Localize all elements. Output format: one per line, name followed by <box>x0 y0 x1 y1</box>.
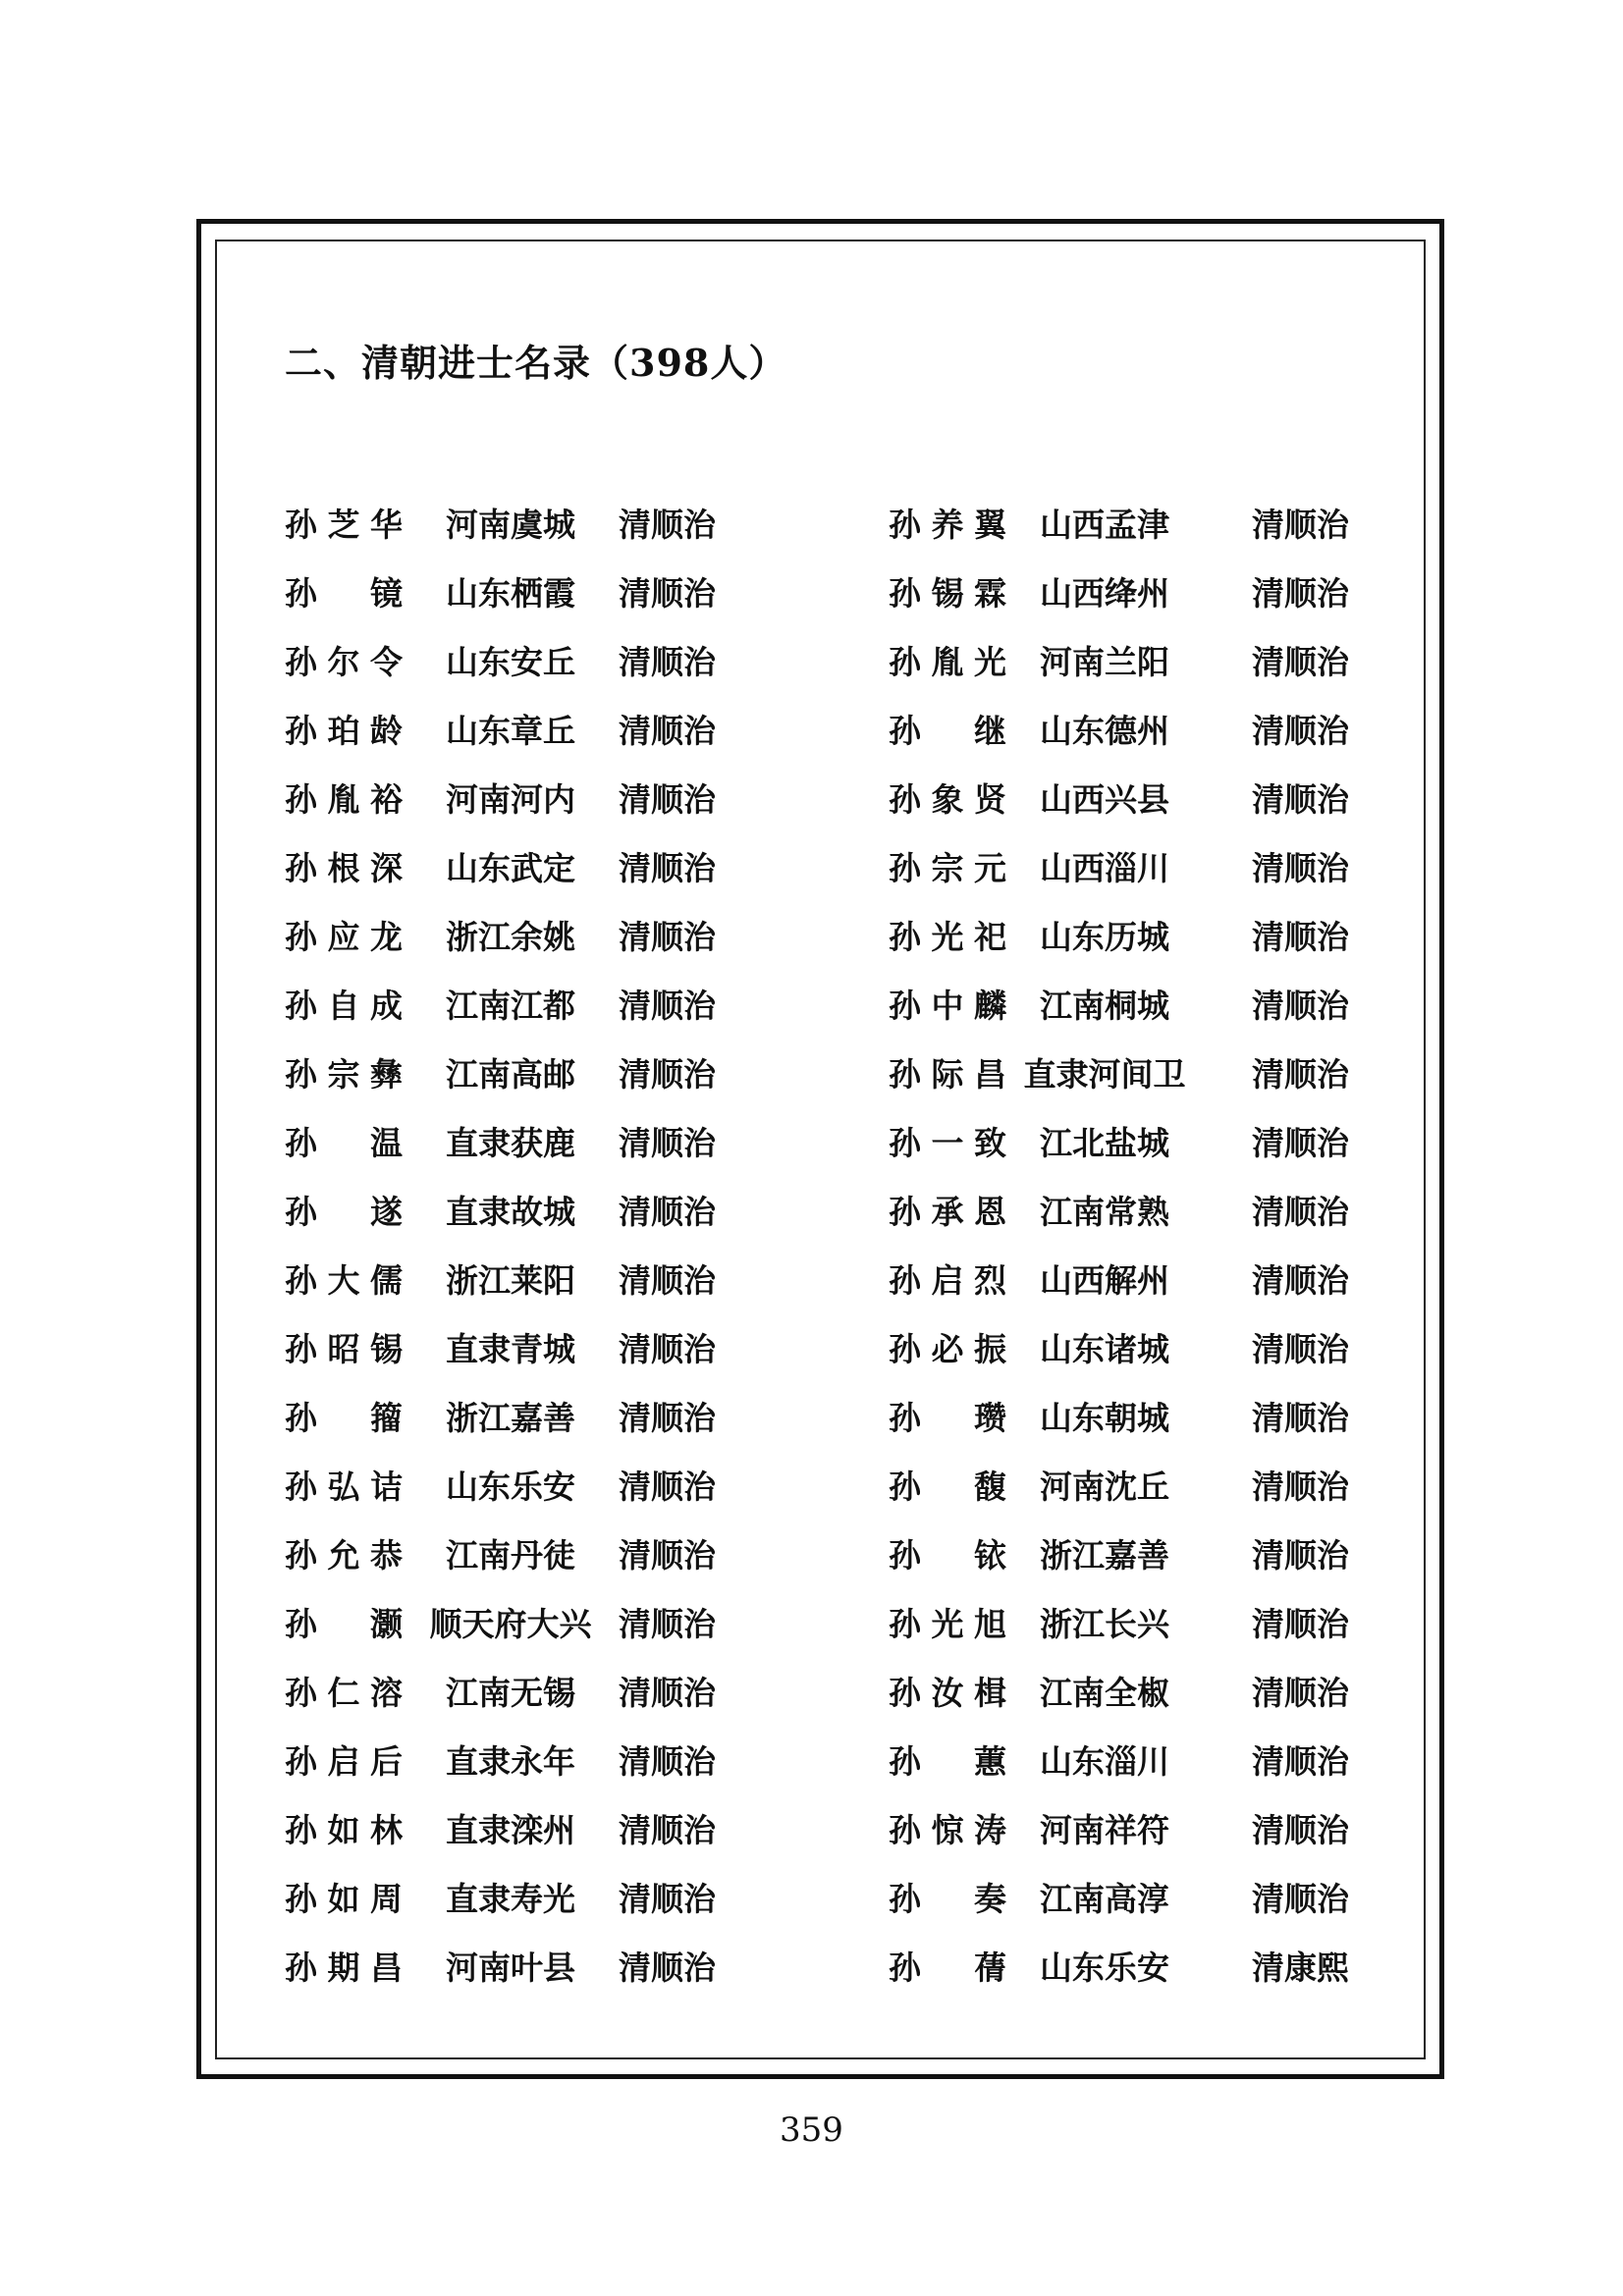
left-column-list <box>285 501 835 2012</box>
list-item <box>285 1531 835 1600</box>
list-item <box>285 1875 835 1944</box>
native-place: 河南河内 <box>446 780 575 819</box>
person-name: 孙际昌 <box>889 1055 1006 1094</box>
person-name: 孙 奏 <box>889 1880 1006 1918</box>
native-place: 山东朝城 <box>1040 1399 1169 1437</box>
list-item <box>285 1050 835 1119</box>
native-place: 山东武定 <box>446 849 575 887</box>
reign-era: 清顺治 <box>1252 1193 1349 1231</box>
reign-era: 清顺治 <box>1252 712 1349 750</box>
native-place: 山东乐安 <box>446 1468 575 1506</box>
native-place: 山西兴县 <box>1040 780 1169 819</box>
native-place: 直隶获鹿 <box>446 1124 575 1162</box>
native-place: 山东安丘 <box>446 643 575 681</box>
reign-era: 清顺治 <box>619 1399 716 1437</box>
list-item <box>889 982 1438 1050</box>
reign-era: 清顺治 <box>619 1261 716 1300</box>
list-item <box>889 1600 1438 1669</box>
person-name: 孙 继 <box>889 712 1006 750</box>
person-name: 孙 温 <box>285 1124 403 1162</box>
reign-era: 清顺治 <box>1252 1261 1349 1300</box>
person-name: 孙尔令 <box>285 643 403 681</box>
person-name: 孙光祀 <box>889 918 1006 956</box>
list-item <box>285 501 835 569</box>
reign-era: 清顺治 <box>619 1674 716 1712</box>
list-item <box>285 1944 835 2012</box>
native-place: 江北盐城 <box>1040 1124 1169 1162</box>
native-place: 山东德州 <box>1040 712 1169 750</box>
list-item <box>889 1944 1438 2012</box>
list-item <box>889 913 1438 982</box>
native-place: 直隶寿光 <box>446 1880 575 1918</box>
person-name: 孙 铱 <box>889 1536 1006 1575</box>
native-place: 河南兰阳 <box>1040 643 1169 681</box>
reign-era: 清顺治 <box>619 987 716 1025</box>
native-place: 直隶滦州 <box>446 1811 575 1849</box>
native-place: 江南丹徒 <box>446 1536 575 1575</box>
person-name: 孙承恩 <box>889 1193 1006 1231</box>
person-name: 孙胤光 <box>889 643 1006 681</box>
reign-era: 清顺治 <box>1252 1055 1349 1094</box>
person-name: 孙宗元 <box>889 849 1006 887</box>
reign-era: 清康熙 <box>1252 1949 1349 1987</box>
person-name: 孙 蒨 <box>889 1949 1006 1987</box>
native-place: 江南全椒 <box>1040 1674 1169 1712</box>
person-name: 孙如周 <box>285 1880 403 1918</box>
list-item <box>889 1119 1438 1188</box>
native-place: 河南叶县 <box>446 1949 575 1987</box>
person-name: 孙汝楫 <box>889 1674 1006 1712</box>
native-place: 山东诸城 <box>1040 1330 1169 1368</box>
list-item <box>285 1256 835 1325</box>
list-item <box>285 1463 835 1531</box>
person-name: 孙如林 <box>285 1811 403 1849</box>
person-name: 孙中麟 <box>889 987 1006 1025</box>
list-item <box>889 1669 1438 1737</box>
list-item <box>889 1806 1438 1875</box>
native-place: 江南常熟 <box>1040 1193 1169 1231</box>
list-item <box>889 1463 1438 1531</box>
native-place: 山东章丘 <box>446 712 575 750</box>
list-item <box>889 501 1438 569</box>
person-name: 孙光旭 <box>889 1605 1006 1643</box>
list-item <box>889 569 1438 638</box>
list-item <box>889 1394 1438 1463</box>
list-item <box>285 1600 835 1669</box>
native-place: 山东栖霞 <box>446 574 575 613</box>
person-name: 孙宗彝 <box>285 1055 403 1094</box>
person-name: 孙 瓒 <box>889 1399 1006 1437</box>
person-name: 孙惊涛 <box>889 1811 1006 1849</box>
reign-era: 清顺治 <box>1252 1742 1349 1781</box>
person-name: 孙 遂 <box>285 1193 403 1231</box>
reign-era: 清顺治 <box>619 1811 716 1849</box>
reign-era: 清顺治 <box>619 643 716 681</box>
person-name: 孙一致 <box>889 1124 1006 1162</box>
native-place: 山东乐安 <box>1040 1949 1169 1987</box>
reign-era: 清顺治 <box>619 918 716 956</box>
person-name: 孙芝华 <box>285 506 403 544</box>
reign-era: 清顺治 <box>619 1742 716 1781</box>
reign-era: 清顺治 <box>619 1536 716 1575</box>
reign-era: 清顺治 <box>1252 780 1349 819</box>
list-item <box>889 775 1438 844</box>
native-place: 直隶永年 <box>446 1742 575 1781</box>
person-name: 孙 蕙 <box>889 1742 1006 1781</box>
reign-era: 清顺治 <box>619 780 716 819</box>
list-item <box>285 1188 835 1256</box>
person-name: 孙弘诘 <box>285 1468 403 1506</box>
reign-era: 清顺治 <box>1252 1330 1349 1368</box>
person-name: 孙必振 <box>889 1330 1006 1368</box>
person-name: 孙自成 <box>285 987 403 1025</box>
list-item <box>889 1050 1438 1119</box>
list-item <box>285 1119 835 1188</box>
reign-era: 清顺治 <box>1252 1674 1349 1712</box>
reign-era: 清顺治 <box>1252 1536 1349 1575</box>
reign-era: 清顺治 <box>1252 643 1349 681</box>
reign-era: 清顺治 <box>619 574 716 613</box>
person-name: 孙养翼 <box>889 506 1006 544</box>
native-place: 江南高淳 <box>1040 1880 1169 1918</box>
person-name: 孙 馥 <box>889 1468 1006 1506</box>
native-place: 江南高邮 <box>446 1055 575 1094</box>
reign-era: 清顺治 <box>1252 506 1349 544</box>
reign-era: 清顺治 <box>619 1193 716 1231</box>
native-place: 浙江莱阳 <box>446 1261 575 1300</box>
list-item <box>285 707 835 775</box>
native-place: 直隶故城 <box>446 1193 575 1231</box>
list-item <box>285 844 835 913</box>
reign-era: 清顺治 <box>619 712 716 750</box>
reign-era: 清顺治 <box>1252 1399 1349 1437</box>
list-item <box>889 1737 1438 1806</box>
person-name: 孙启烈 <box>889 1261 1006 1300</box>
native-place: 江南桐城 <box>1040 987 1169 1025</box>
native-place: 直隶河间卫 <box>1023 1055 1186 1094</box>
reign-era: 清顺治 <box>619 1605 716 1643</box>
reign-era: 清顺治 <box>1252 1468 1349 1506</box>
person-name: 孙胤裕 <box>285 780 403 819</box>
person-name: 孙应龙 <box>285 918 403 956</box>
reign-era: 清顺治 <box>1252 1880 1349 1918</box>
page-number: 359 <box>780 2110 843 2150</box>
list-item <box>889 1875 1438 1944</box>
reign-era: 清顺治 <box>1252 918 1349 956</box>
native-place: 山西绛州 <box>1040 574 1169 613</box>
native-place: 浙江嘉善 <box>446 1399 575 1437</box>
native-place: 浙江长兴 <box>1040 1605 1169 1643</box>
reign-era: 清顺治 <box>1252 574 1349 613</box>
reign-era: 清顺治 <box>619 1949 716 1987</box>
list-item <box>285 1669 835 1737</box>
list-item <box>285 1737 835 1806</box>
person-name: 孙象贤 <box>889 780 1006 819</box>
reign-era: 清顺治 <box>619 1055 716 1094</box>
native-place: 顺天府大兴 <box>429 1605 592 1643</box>
native-place: 江南江都 <box>446 987 575 1025</box>
person-name: 孙仁溶 <box>285 1674 403 1712</box>
list-item <box>889 1531 1438 1600</box>
native-place: 河南沈丘 <box>1040 1468 1169 1506</box>
native-place: 山西淄川 <box>1040 849 1169 887</box>
list-item <box>889 1325 1438 1394</box>
list-item <box>285 1325 835 1394</box>
reign-era: 清顺治 <box>1252 1124 1349 1162</box>
native-place: 浙江嘉善 <box>1040 1536 1169 1575</box>
person-name: 孙启后 <box>285 1742 403 1781</box>
list-item <box>285 569 835 638</box>
native-place: 浙江余姚 <box>446 918 575 956</box>
reign-era: 清顺治 <box>619 849 716 887</box>
reign-era: 清顺治 <box>1252 1605 1349 1643</box>
list-item <box>285 1394 835 1463</box>
section-title: 二、清朝进士名录（398人） <box>285 341 787 385</box>
person-name: 孙大儒 <box>285 1261 403 1300</box>
right-column-list <box>889 501 1438 2012</box>
reign-era: 清顺治 <box>1252 849 1349 887</box>
list-item <box>285 638 835 707</box>
reign-era: 清顺治 <box>1252 987 1349 1025</box>
reign-era: 清顺治 <box>619 1880 716 1918</box>
reign-era: 清顺治 <box>619 1124 716 1162</box>
native-place: 山西孟津 <box>1040 506 1169 544</box>
person-name: 孙 灏 <box>285 1605 403 1643</box>
list-item <box>889 1188 1438 1256</box>
person-name: 孙昭锡 <box>285 1330 403 1368</box>
person-name: 孙 镜 <box>285 574 403 613</box>
native-place: 河南虞城 <box>446 506 575 544</box>
person-name: 孙根深 <box>285 849 403 887</box>
reign-era: 清顺治 <box>619 506 716 544</box>
reign-era: 清顺治 <box>1252 1811 1349 1849</box>
native-place: 江南无锡 <box>446 1674 575 1712</box>
person-name: 孙 籀 <box>285 1399 403 1437</box>
person-name: 孙允恭 <box>285 1536 403 1575</box>
reign-era: 清顺治 <box>619 1330 716 1368</box>
list-item <box>285 982 835 1050</box>
native-place: 山东历城 <box>1040 918 1169 956</box>
list-item <box>889 707 1438 775</box>
native-place: 直隶青城 <box>446 1330 575 1368</box>
person-name: 孙锡霖 <box>889 574 1006 613</box>
list-item <box>285 1806 835 1875</box>
person-name: 孙期昌 <box>285 1949 403 1987</box>
list-item <box>889 1256 1438 1325</box>
reign-era: 清顺治 <box>619 1468 716 1506</box>
native-place: 山西解州 <box>1040 1261 1169 1300</box>
native-place: 河南祥符 <box>1040 1811 1169 1849</box>
list-item <box>889 844 1438 913</box>
list-item <box>285 775 835 844</box>
native-place: 山东淄川 <box>1040 1742 1169 1781</box>
person-name: 孙珀龄 <box>285 712 403 750</box>
list-item <box>889 638 1438 707</box>
list-item <box>285 913 835 982</box>
